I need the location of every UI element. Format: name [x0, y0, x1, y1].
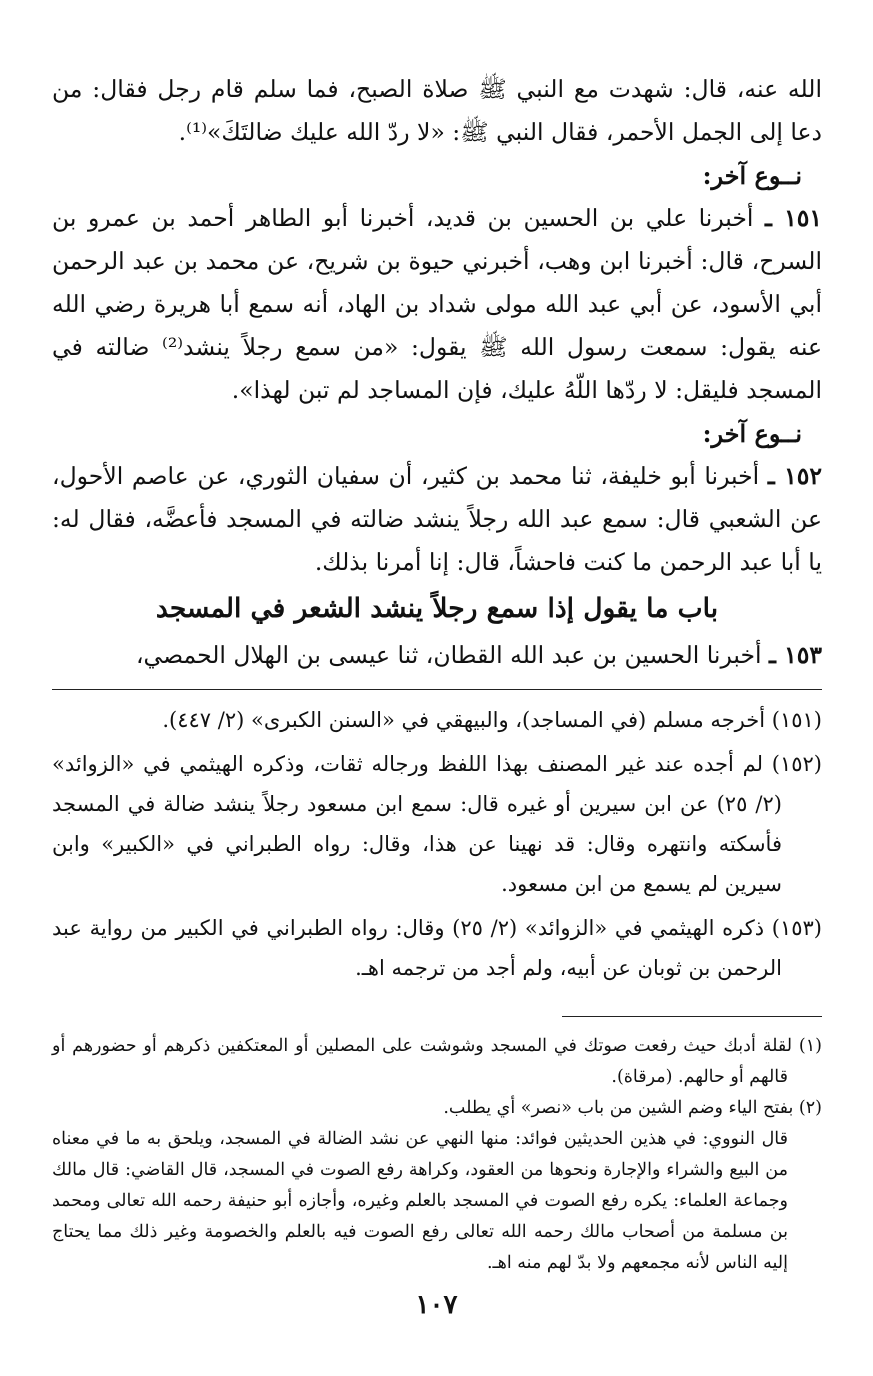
footnote-1: (١) لقلة أدبك حيث رفعت صوتك في المسجد وشوشت على المصلين أو المعتكفين ذكرهم أو حضورهم أو قالهم أو حالهم. (مرقاة).	[52, 1036, 822, 1087]
footnote-2-nawawi: قال النووي: في هذين الحديثين فوائد: منها النهي عن نشد الضالة في المسجد، ويلحق به ما في معناه من البيع والشراء والإجارة ونحوها من العقود، وكراهة رفع الصوت في المسجد، قال القاضي: قال مالك وجماعة العلماء: يكره رفع الصوت في المسجد بالعلم وغيره، وأجازه أبو حنيفة رحمه الله تعالى ومحمد بن مسلمة من أصحاب مالك رحمه الله تعالى رفع الصوت فيه بالعلم والخصومة وغير ذلك مما يحتاج إليه الناس لأنه مجمعهم ولا بدّ لهم منه اهـ.	[52, 1129, 788, 1273]
main-text	[52, 68, 822, 677]
page-number: ١٠٧	[415, 1290, 458, 1320]
takhrij-151: (١٥١) أخرجه مسلم (في المساجد)، والبيهقي في «السنن الكبرى» (٢/ ٤٤٧).	[162, 708, 822, 732]
hadith-153-number: ١٥٣ ـ	[769, 641, 822, 669]
takhrij-152: (١٥٢) لم أجده عند غير المصنف بهذا اللفظ ورجاله ثقات، وذكره الهيثمي في «الزوائد» (٢/ ٢٥) عن ابن سيرين أو غيره قال: سمع ابن مسعود رجلاً ينشد ضالة في المسجد فأسكته وانتهره وقال: قد نهينا عن هذا، وقال: رواه الطبراني في «الكبير» وابن سيرين لم يسمع من ابن مسعود.	[52, 752, 822, 896]
hadith-152	[52, 455, 822, 584]
hadith-151-number: ١٥١ ـ	[764, 204, 822, 232]
hadith-153	[52, 634, 822, 677]
page-content	[52, 68, 822, 1279]
hadith-152-text: أخبرنا أبو خليفة، ثنا محمد بن كثير، أن سفيان الثوري، عن عاصم الأحول، عن الشعبي قال: سمع عبد الله رجلاً ينشد ضالته في المسجد فأعضَّه، فقال له: يا أبا عبد الرحمن ما كنت فاحشاً، قال: إنا أمرنا بذلك.	[52, 462, 822, 576]
footnotes-section	[52, 1031, 822, 1279]
hadith-151	[52, 197, 822, 412]
chapter-title: باب ما يقول إذا سمع رجلاً ينشد الشعر في المسجد	[155, 593, 719, 624]
hadith-152-number: ١٥٢ ـ	[767, 462, 822, 490]
section-heading-another-kind-1: نــوع آخر:	[702, 161, 802, 190]
hadith-151-text: أخبرنا علي بن الحسين بن قديد، أخبرنا أبو الطاهر أحمد بن عمرو بن السرح، قال: أخبرنا ابن وهب، أخبرني حيوة بن شريح، عن محمد بن عبد الرحمن أبي الأسود، عن أبي عبد الله مولى شداد بن الهاد، أنه سمع أبا هريرة رضي الله عنه يقول: سمعت رسول الله ﷺ يقول: «من سمع رجلاً ينشد⁽²⁾ ضالته في المسجد فليقل: لا ردّها اللّهُ عليك، فإن المساجد لم تبن لهذا».	[52, 204, 823, 404]
footnote-2: (٢) بفتح الياء وضم الشين من باب «نصر» أي يطلب.	[443, 1098, 822, 1118]
footnote-divider	[562, 1016, 822, 1017]
takhrij-section	[52, 700, 822, 988]
takhrij-divider	[52, 689, 822, 690]
section-heading-another-kind-2: نــوع آخر:	[702, 419, 802, 448]
hadith-153-text: أخبرنا الحسين بن عبد الله القطان، ثنا عيسى بن الهلال الحمصي،	[135, 641, 762, 669]
hadith-150-continuation: الله عنه، قال: شهدت مع النبي ﷺ صلاة الصبح، فما سلم قام رجل فقال: من دعا إلى الجمل الأحمر، فقال النبي ﷺ: «لا ردّ الله عليك ضالتَكَ»⁽¹⁾.	[52, 75, 822, 146]
takhrij-153: (١٥٣) ذكره الهيثمي في «الزوائد» (٢/ ٢٥) وقال: رواه الطبراني في الكبير من رواية عبد الرحمن بن ثوبان عن أبيه، ولم أجد من ترجمه اهـ.	[52, 916, 822, 980]
